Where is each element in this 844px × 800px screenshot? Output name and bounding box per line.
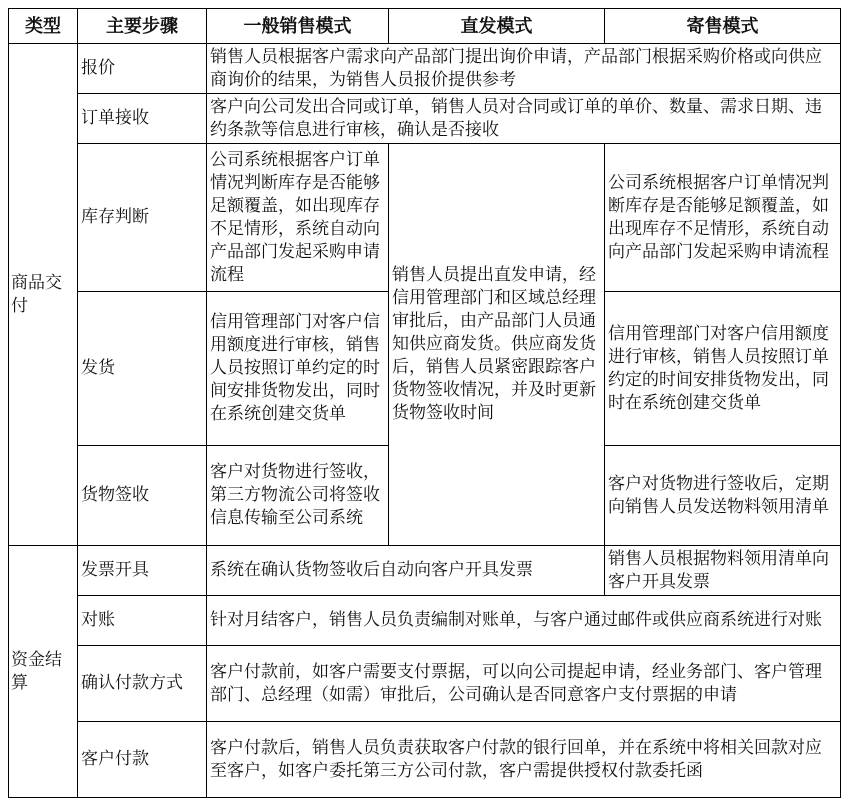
inventory-general: 公司系统根据客户订单情况判断库存是否能够足额覆盖，如出现库存不足情形，系统自动向产品部门发起采购申请流程 [207, 144, 389, 292]
group-delivery: 商品交付 [9, 44, 78, 546]
sales-mode-table [8, 8, 841, 798]
step-payment-method: 确认付款方式 [78, 646, 207, 722]
row-payment-method [9, 646, 841, 722]
header-step: 主要步骤 [78, 9, 207, 44]
shipping-consign: 信用管理部门对客户信用额度进行审核，销售人员按照订单约定的时间安排货物发出，同时在系统创建交货单 [605, 292, 841, 446]
quote-all-modes: 销售人员根据客户需求向产品部门提出询价申请，产品部门根据采购价格或向供应商询价的结果，为销售人员报价提供参考 [207, 44, 841, 94]
invoice-general-direct: 系统在确认货物签收后自动向客户开具发票 [207, 546, 605, 596]
row-inventory [9, 144, 841, 292]
reconcile-all-modes: 针对月结客户，销售人员负责编制对账单，与客户通过邮件或供应商系统进行对账 [207, 596, 841, 646]
receipt-consign: 客户对货物进行签收后，定期向销售人员发送物料领用清单 [605, 446, 841, 546]
step-reconcile: 对账 [78, 596, 207, 646]
order-all-modes: 客户向公司发出合同或订单，销售人员对合同或订单的单价、数量、需求日期、违约条款等信息进行审核，确认是否接收 [207, 94, 841, 144]
receipt-general: 客户对货物进行签收，第三方物流公司将签收信息传输至公司系统 [207, 446, 389, 546]
payment-method-all-modes: 客户付款前，如客户需要支付票据，可以向公司提起申请，经业务部门、客户管理部门、总经理（如需）审批后，公司确认是否同意客户支付票据的申请 [207, 646, 841, 722]
step-invoice: 发票开具 [78, 546, 207, 596]
group-settlement: 资金结算 [9, 546, 78, 798]
inventory-consign: 公司系统根据客户订单情况判断库存是否能够足额覆盖，如出现库存不足情形，系统自动向产品部门发起采购申请流程 [605, 144, 841, 292]
row-payment [9, 722, 841, 798]
header-row [9, 9, 841, 44]
step-payment: 客户付款 [78, 722, 207, 798]
header-general-mode: 一般销售模式 [207, 9, 389, 44]
step-shipping: 发货 [78, 292, 207, 446]
payment-all-modes: 客户付款后，销售人员负责获取客户付款的银行回单，并在系统中将相关回款对应至客户，如客户委托第三方公司付款，客户需提供授权付款委托函 [207, 722, 841, 798]
step-order: 订单接收 [78, 94, 207, 144]
shipping-general: 信用管理部门对客户信用额度进行审核，销售人员按照订单约定的时间安排货物发出，同时在系统创建交货单 [207, 292, 389, 446]
header-consign-mode: 寄售模式 [605, 9, 841, 44]
row-invoice [9, 546, 841, 596]
step-quote: 报价 [78, 44, 207, 94]
row-reconcile [9, 596, 841, 646]
step-receipt: 货物签收 [78, 446, 207, 546]
header-direct-mode: 直发模式 [389, 9, 605, 44]
header-type: 类型 [9, 9, 78, 44]
invoice-consign: 销售人员根据物料领用清单向客户开具发票 [605, 546, 841, 596]
row-order [9, 94, 841, 144]
row-quote [9, 44, 841, 94]
direct-mode-merged: 销售人员提出直发申请，经信用管理部门和区域总经理审批后，由产品部门人员通知供应商发货。供应商发货后，销售人员紧密跟踪客户货物签收情况，并及时更新货物签收时间 [389, 144, 605, 546]
step-inventory: 库存判断 [78, 144, 207, 292]
